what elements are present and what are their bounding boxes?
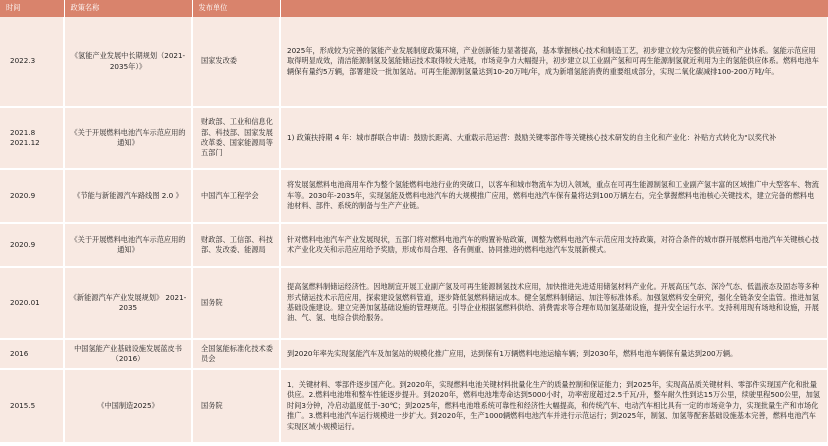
header-policy-name: 政策名称 xyxy=(64,0,192,17)
row-issuer: 全国氢能标准化技术委员会 xyxy=(192,339,280,369)
row-time: 2016 xyxy=(0,339,64,369)
row-policy-name: 《关于开展燃料电池汽车示范应用的通知》 xyxy=(64,107,192,169)
row-issuer: 国务院 xyxy=(192,267,280,339)
header-issuer: 发布单位 xyxy=(192,0,280,17)
row-content: 提高氢燃料制储运经济性。因地制宜开展工业副产氢及可再生能源制氢技术应用，加快推进先进适用储氢材料产业化。开展高压气态、深冷气态、低温液态及固态等多种形式储运技术示范应用，探索建设氢燃料管道，逐步降低氢燃料储运成本。健全氢燃料制储运、加注等标准体系。加强氢燃料安全研究，强化全链条安全监管。推进加氢基础设施建设。建立完善加氢基础设施的管理规范。引导企业根据氢燃料供给、消费需求等合理布局加氢基础设施，提升安全运行水平。支持利用现有场地和设施，开展油、气、氢、电综合供给服务。 xyxy=(280,267,828,339)
row-time xyxy=(0,107,64,169)
row-policy-name: 《中国制造2025》 xyxy=(64,369,192,443)
table-row xyxy=(0,267,828,339)
row-policy-name: 中国氢能产业基础设施发展蓝皮书（2016） xyxy=(64,339,192,369)
row-time-lines: 2021.8 2021.12 xyxy=(10,127,40,147)
row-content: 1．关键材料、零部件逐步国产化。到2020年，实现燃料电池关键材料批量化生产的质量控制和保证能力；到2025年，实现高品质关键材料、零部件实现国产化和批量供应。2.燃料电池堆和整车性能逐步提升。到2020年，燃料电池堆寿命达到5000小时，功率密度超过2.5千瓦/升，整车耐久性到达15万公里，续驶里程500公里，加氢时间3分钟，冷启动温度低于-30℃；到2025年，燃料电池堆系统可靠性和经济性大幅提高，和传统汽车、电动汽车相比具有一定的市场竞争力，实现批量生产和市场化推广。3.燃料电池汽车运行规模进一步扩大。到2020年，生产1000辆燃料电池汽车并进行示范运行；到2025年，制氢、加氢等配套基础设施基本完善，燃料电池汽车实现区域小规模运行。 xyxy=(280,369,828,443)
row-time: 2015.5 xyxy=(0,369,64,443)
table-row xyxy=(0,369,828,443)
row-time: 2020.9 xyxy=(0,169,64,223)
row-policy-name: 《氢能产业发展中长期规划（2021-2035年）》 xyxy=(64,17,192,107)
row-policy-name: 《新能源汽车产业发展规划》 2021-2035 xyxy=(64,267,192,339)
row-content: 针对燃料电池汽车产业发展现状，五部门将对燃料电池汽车的购置补贴政策，调整为燃料电池汽车示范应用支持政策，对符合条件的城市群开展燃料电池汽车关键核心技术产业化攻关和示范应用给予奖励，形成布局合理、各有侧重、协同推进的燃料电池汽车发展新模式。 xyxy=(280,223,828,267)
row-time: 2020.01 xyxy=(0,267,64,339)
row-content: 将发展氢燃料电池商用车作为整个氢能燃料电池行业的突破口，以客车和城市物流车为切入领域，重点在可再生能源制氢和工业副产氢丰富的区域推广中大型客车、物流车等。2030年-2035年，实现氢能及燃料电池汽车的大规模推广应用，燃料电池汽车保有量将达到100万辆左右，完全掌握燃料电池核心关键技术，建立完备的燃料电池材料、部件、系统的制备与生产产业链。 xyxy=(280,169,828,223)
table-row xyxy=(0,169,828,223)
table-row xyxy=(0,339,828,369)
row-policy-name: 《节能与新能源汽车路线图 2.0 》 xyxy=(64,169,192,223)
row-time: 2022.3 xyxy=(0,17,64,107)
row-time: 2020.9 xyxy=(0,223,64,267)
row-content: 1) 政策扶持期 4 年：城市群联合申请：鼓励长距离、大重载示范运营：鼓励关键零部件等关键核心技术研发的自主化和产业化：补贴方式转化为"以奖代补 xyxy=(280,107,828,169)
row-issuer: 中国汽车工程学会 xyxy=(192,169,280,223)
row-content: 2025年，形成较为完善的氢能产业发展制度政策环境，产业创新能力显著提高，基本掌握核心技术和制造工艺，初步建立较为完整的供应链和产业体系。氢能示范应用取得明显成效，清洁能源制氢及氢能储运技术取得较大进展，市场竞争力大幅提升，初步建立以工业副产氢和可再生能源制氢就近利用为主的氢能供应体系。燃料电池车辆保有量约5万辆，部署建设一批加氢站。可再生能源制氢量达到10-20万吨/年，成为新增氢能消费的重要组成部分，实现二氧化碳减排100-200万吨/年。 xyxy=(280,17,828,107)
row-issuer: 国家发改委 xyxy=(192,17,280,107)
row-issuer: 国务院 xyxy=(192,369,280,443)
row-issuer: 财政部、工信部、科技部、发改委、能源局 xyxy=(192,223,280,267)
table-row xyxy=(0,107,828,169)
table-row xyxy=(0,223,828,267)
header-time: 时间 xyxy=(0,0,64,17)
row-policy-name: 《关于开展燃料电池汽车示范应用的通知》 xyxy=(64,223,192,267)
row-content: 到2020年率先实现氢能汽车及加氢站的规模化推广应用，达到保有1万辆燃料电池运输车辆；到2030年，燃料电池车辆保有量达到200万辆。 xyxy=(280,339,828,369)
table-row xyxy=(0,17,828,107)
header-content xyxy=(280,0,828,17)
table-header-row xyxy=(0,0,828,17)
row-issuer: 财政部、工业和信息化部、科技部、国家发展改革委、国家能源局等五部门 xyxy=(192,107,280,169)
